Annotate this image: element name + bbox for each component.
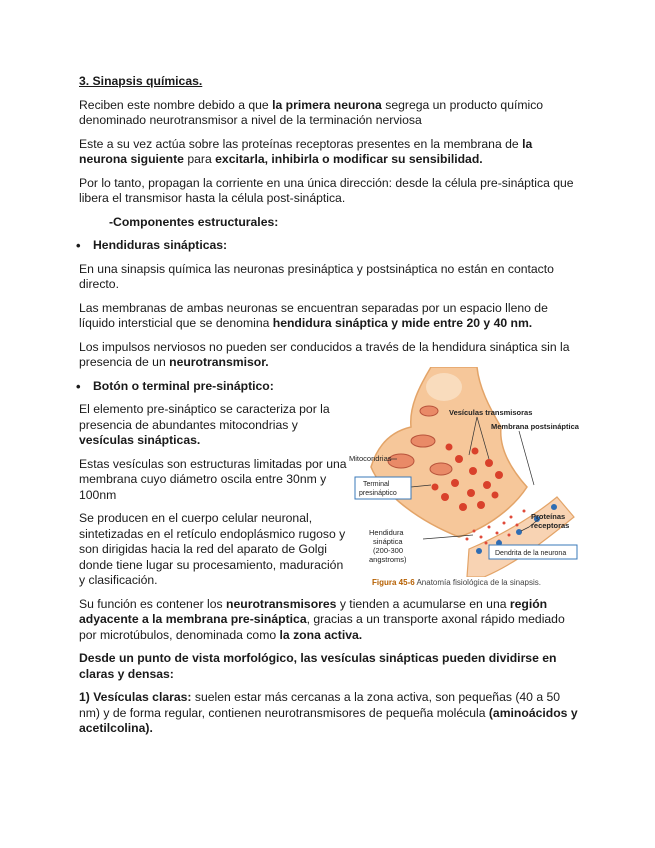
components-heading: -Componentes estructurales: — [109, 214, 279, 229]
label-cleft-2: sináptica — [373, 536, 403, 546]
paragraph-vesicle-size: Estas vesículas son estructuras limitadas por una membrana cuyo diámetro oscila entre 30nm y 100nm — [79, 456, 347, 502]
text: Este a su vez actúa sobre las proteínas receptoras presentes en la membrana de — [79, 136, 523, 151]
paragraph-action — [79, 137, 579, 168]
caption-number: Figura 45-6 — [372, 577, 415, 587]
label-proteins-2: receptoras — [531, 520, 570, 530]
label-vesicles: Vesículas transmisoras — [449, 407, 533, 417]
text: Las membranas de ambas neuronas se encuentran separadas por un espacio lleno de líquido intersticial que se denomina — [79, 300, 548, 330]
label-dendrite: Dendrita de la neurona — [495, 549, 567, 557]
bold-text: la neurona siguiente — [79, 136, 533, 166]
bold-text: vesículas sinápticas. — [79, 433, 201, 447]
document-page — [79, 74, 579, 745]
label-terminal-2: presináptico — [359, 489, 397, 497]
label-proteins-1: Proteínas — [531, 511, 566, 521]
paragraph-intro — [79, 98, 579, 129]
bold-text: neurotransmisor. — [169, 355, 269, 369]
paragraph-presynaptic — [79, 402, 347, 449]
bold-text: 1) Vesículas claras: — [79, 690, 192, 704]
terminal-inner-shade — [426, 373, 462, 401]
text: Los impulsos nerviosos no pueden ser conducidos a través de la hendidura sináptica sin la presencia de un — [79, 339, 570, 369]
synapse-figure — [349, 367, 579, 597]
paragraph-no-contact: En una sinapsis química las neuronas presináptica y postsináptica no están en contacto directo. — [79, 261, 554, 291]
synapse-illustration — [349, 367, 579, 577]
paragraph-morphology — [79, 651, 579, 682]
bullet-clefts: • Hendiduras sinápticas: — [79, 238, 579, 254]
text: para — [183, 152, 216, 166]
terminal-section — [79, 379, 579, 597]
text: Su función es contener los — [79, 596, 227, 611]
paragraph-direction: Por lo tanto, propagan la corriente en una única dirección: desde la célula pre-sináptica que libera el transmisor hasta la célula post-sináptica. — [79, 175, 574, 205]
text: segrega un producto químico denominado neurotransmisor a nivel de la terminación nerviosa — [79, 97, 544, 127]
bold-text: la zona activa. — [279, 627, 363, 642]
label-cleft-1: Hendidura — [369, 527, 404, 537]
label-postsynaptic-membrane: Membrana postsináptica — [491, 421, 579, 431]
bold-text: hendidura sináptica y mide entre 20 y 40 nm. — [272, 316, 533, 330]
terminal-text-column — [79, 379, 347, 597]
bold-text: región adyacente a la membrana pre-sináptica — [79, 596, 548, 626]
bullet-terminal: • Botón o terminal pre-sináptico: — [79, 379, 347, 395]
bold-text: excitarla, inhibirla o modificar su sensibilidad. — [215, 152, 483, 166]
paragraph-production: Se producen en el cuerpo celular neuronal, sintetizadas en el retículo endoplásmico rugoso y son dirigidas hacia la red del aparato de Golgi donde tiene lugar su procesamiento, maduración y clasificación. — [79, 511, 346, 587]
figure-caption — [349, 578, 579, 588]
text: El elemento pre-sináptico se caracteriza por la presencia de abundantes mitocondrias y — [79, 402, 330, 432]
label-cleft-3: (200-300 — [373, 545, 404, 555]
text: Reciben este nombre debido a que — [79, 97, 273, 112]
section-title: 3. Sinapsis químicas. — [79, 74, 203, 88]
paragraph-function — [79, 597, 579, 644]
paragraph-clear-vesicles — [79, 690, 579, 737]
caption-text: Anatomía fisiológica de la sinapsis. — [414, 577, 541, 587]
label-cleft-4: angstroms) — [369, 554, 407, 564]
bold-text: neurotransmisores — [226, 596, 337, 611]
paragraph-membranes — [79, 301, 579, 332]
text: , gracias a un transporte axonal rápido mediado por microtúbulos, denominada como — [79, 612, 565, 642]
bold-text: (aminoácidos y acetilcolina). — [79, 705, 578, 735]
label-mitochondria: Mitocondrias — [349, 453, 392, 463]
label-terminal-1: Terminal — [363, 480, 390, 488]
bold-text: la primera neurona — [272, 97, 382, 112]
text: y tienden a acumularse en una — [336, 596, 510, 611]
text: suelen estar más cercanas a la zona activa, son pequeñas (40 a 50 nm) y de forma regular, contienen neurotransmisores de pequeña molécula — [79, 690, 561, 720]
bold-text: Desde un punto de vista morfológico, las vesículas sinápticas pueden dividirse en claras y densas: — [79, 651, 557, 681]
